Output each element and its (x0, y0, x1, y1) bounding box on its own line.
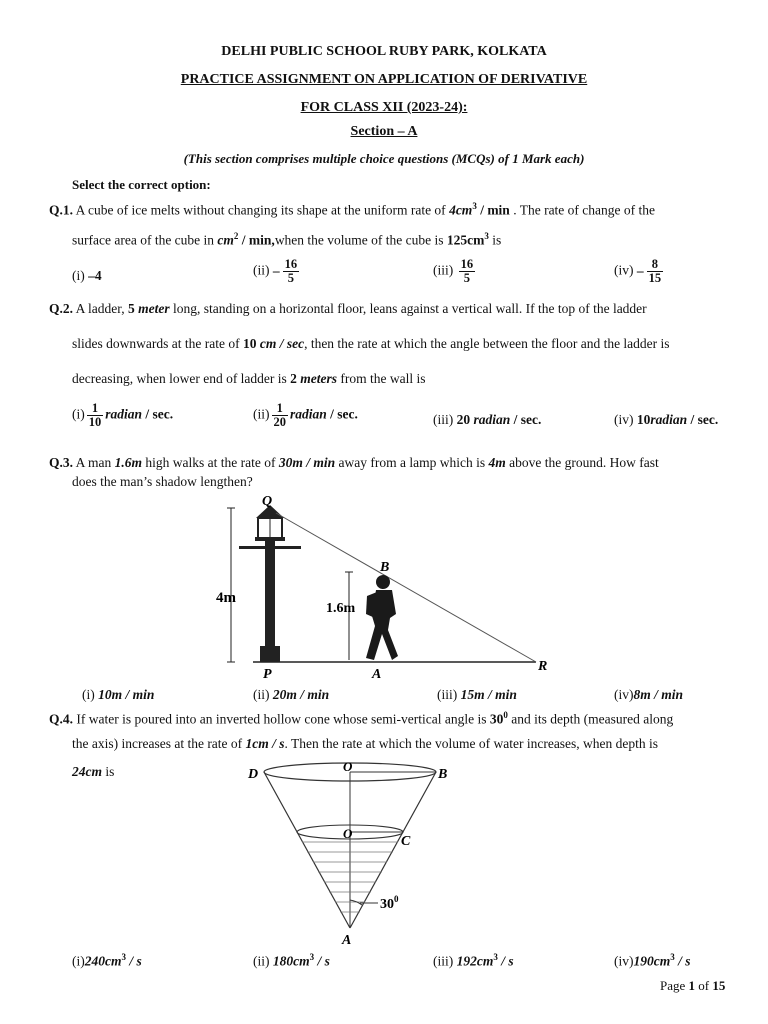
assignment-title: PRACTICE ASSIGNMENT ON APPLICATION OF DERIVATIVE (180, 72, 588, 87)
label-o-mid: O (343, 826, 353, 841)
q2-option-2[interactable]: (ii) $\frac{1}{20}$ radian / sec. (253, 401, 358, 430)
q3-number: Q.3. (49, 455, 74, 470)
q2-line-3: decreasing, when lower end of ladder is 2 meters from the wall is (72, 371, 426, 386)
q4-line-1: Q.4. If water is poured into an inverted hollow cone whose semi-vertical angle is $30^0$ and its depth (measured along (49, 710, 674, 727)
q1-option-2[interactable]: (ii) – $\frac{16}{5}$ (253, 257, 298, 286)
q3-line-2: does the man’s shadow lengthen? (72, 474, 253, 489)
q3-option-1[interactable]: (i) 10m / min (82, 687, 155, 702)
q4-option-1[interactable]: $(i)240cm^3$ / s (72, 952, 142, 969)
q2-line-1: Q.2. A ladder, 5 meter long, standing on a horizontal floor, leans against a vertical wall. If the top of the ladder (49, 301, 647, 316)
cone-left-side (264, 772, 350, 928)
label-p: P (263, 667, 272, 682)
section-title: Section – A (350, 124, 418, 139)
q1-option-3[interactable]: (iii) $\frac{16}{5}$ (433, 257, 474, 286)
q2-line-2: slides downwards at the rate of 10 cm / sec, then the rate at which the angle between the floor and the ladder is (72, 336, 670, 351)
q1-option-1[interactable]: (i) –4 (72, 268, 102, 283)
q4-number: Q.4. (49, 711, 74, 727)
label-c: C (401, 834, 411, 849)
q2-option-4[interactable]: (iv) 10radian / sec. (614, 412, 719, 427)
q1-line-2: surface area of the cube in $cm^2$ / min,when the volume of the cube is $125cm^3$ is (72, 231, 502, 248)
label-b: B (380, 560, 390, 575)
q2-number: Q.2. (49, 301, 74, 316)
class-title: FOR CLASS XII (2023-24): (300, 100, 468, 115)
fraction: $\frac{16}{5}$ (460, 257, 474, 286)
q1-option-4[interactable]: (iv) – $\frac{8}{15}$ (614, 257, 662, 286)
q4-line-3: 24cm is (72, 764, 115, 779)
instruction: Select the correct option: (72, 177, 211, 192)
q2-option-3[interactable]: (iii) 20 radian / sec. (433, 412, 542, 427)
label-b: B (438, 767, 448, 782)
q4-option-4[interactable]: $(iv)190cm^3$ / s (614, 952, 691, 969)
q3-line-1: Q.3. A man 1.6m high walks at the rate of 30m / min away from a lamp which is 4m above the ground. How fast (49, 455, 659, 470)
school-name: DELHI PUBLIC SCHOOL RUBY PARK, KOLKATA (221, 44, 547, 59)
q2-option-1[interactable]: (i) $\frac{1}{10}$ radian / sec. (72, 401, 174, 430)
q3-option-2[interactable]: (ii) 20m / min (253, 687, 330, 702)
label-o-top: O (343, 759, 353, 774)
section-note: (This section comprises multiple choice questions (MCQs) of 1 Mark each) (183, 151, 585, 166)
fraction: $\frac{1}{20}$ (273, 401, 286, 430)
q4-line-2: the axis) increases at the rate of 1cm / s. Then the rate at which the volume of water increases, when depth is (72, 736, 659, 751)
label-angle: $30^0$ (380, 894, 399, 912)
q1-line-1: Q.1. A cube of ice melts without changing its shape at the uniform rate of $4cm^3$ / min . The rate of change of the (49, 201, 656, 218)
q3-option-3[interactable]: (iii) 15m / min (437, 687, 517, 702)
q4-option-2[interactable]: (ii) $180cm^3$ / s (253, 952, 330, 969)
fraction: $\frac{16}{5}$ (284, 257, 298, 286)
fraction: $\frac{1}{10}$ (88, 401, 102, 430)
label-q: Q (262, 494, 273, 509)
q1-number: Q.1. (49, 202, 74, 218)
label-a: A (342, 933, 352, 948)
page-number: Page 1 of 15 (660, 978, 726, 993)
q4-option-3[interactable]: (iii) $192cm^3$ / s (433, 952, 514, 969)
fraction: $\frac{8}{15}$ (648, 257, 662, 286)
label-lamp-height: 4m (216, 590, 236, 606)
q3-option-4[interactable]: (iv)8m / min (614, 687, 684, 702)
label-a: A (372, 667, 382, 682)
label-man-height: 1.6m (326, 601, 356, 616)
label-d: D (248, 767, 259, 782)
label-r: R (538, 659, 548, 674)
